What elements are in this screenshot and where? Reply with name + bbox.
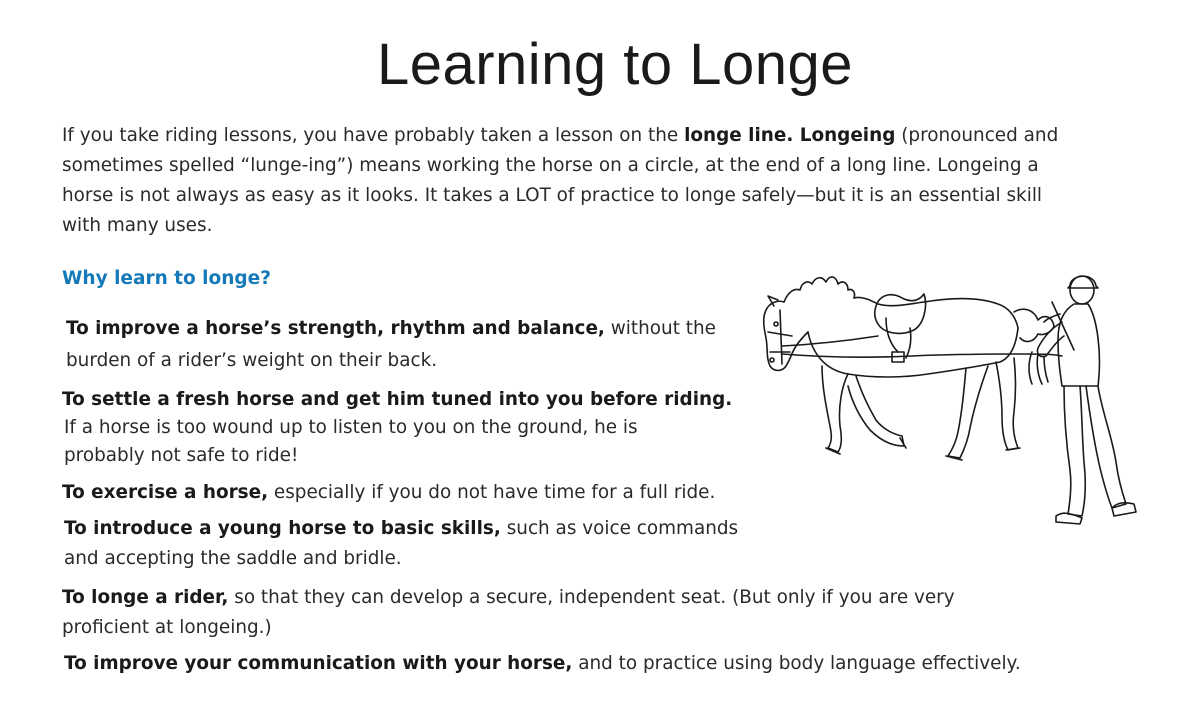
section-heading: Why learn to longe? <box>62 268 271 289</box>
reason-text: so that they can develop a secure, independent seat. (But only if you are very proficient at longeing.) <box>62 587 955 638</box>
horse-longeing-drawing <box>752 266 1150 528</box>
horse-tail <box>1014 309 1054 341</box>
intro-text-start: If you take riding lessons, you have probably taken a lesson on the <box>62 125 685 146</box>
handler-leg <box>1064 386 1085 516</box>
reason-item <box>64 514 744 574</box>
page-title: Learning to Longe <box>376 32 854 97</box>
reason-bold: To settle a fresh horse and get him tuned into you before riding. <box>62 389 733 410</box>
reason-bold: To improve a horse’s strength, rhythm and balance, <box>66 318 605 339</box>
intro-paragraph <box>62 121 1072 241</box>
intro-text-end: (pronounced and sometimes spelled “lunge-ing”) means working the horse on a circle, at the end of a long line. Longeing a horse is not always as easy as it looks. It takes a LOT of practice to longe safely—but it is an essential skill with many uses. <box>62 125 1059 236</box>
horse-longeing-illustration-icon <box>752 266 1150 528</box>
reason-bold: To introduce a young horse to basic skills, <box>64 518 501 539</box>
reason-text: especially if you do not have time for a full ride. <box>268 482 716 503</box>
side-rein <box>782 336 878 346</box>
horse-back-leg-2 <box>996 358 1018 450</box>
horse-nostril <box>770 358 774 362</box>
horse-front-leg <box>822 366 848 452</box>
reason-item <box>62 386 742 470</box>
reason-text: such as voice commands and accepting the saddle and bridle. <box>64 518 739 569</box>
horse-eye <box>774 322 778 326</box>
saddle <box>875 294 926 333</box>
handler-boots <box>1056 503 1136 524</box>
horse-back-leg <box>948 366 988 458</box>
reason-text: If a horse is too wound up to listen to you on the ground, he is probably not safe to ride! <box>64 417 638 466</box>
reason-bold: To exercise a horse, <box>62 482 269 503</box>
reason-item <box>64 649 1064 679</box>
horse-front-leg-2 <box>848 376 904 446</box>
reason-item <box>66 313 726 377</box>
handler-leg-2 <box>1086 386 1126 508</box>
horse-hooves <box>826 438 1020 460</box>
handler-arm <box>1037 322 1064 357</box>
horse-mane <box>784 277 855 302</box>
handler-torso <box>1058 304 1100 386</box>
bridle <box>768 310 792 364</box>
handler-head <box>1070 276 1094 304</box>
reason-item <box>62 583 1002 643</box>
reason-bold: To improve your communication with your horse, <box>64 653 573 674</box>
reason-bold: To longe a rider, <box>62 587 229 608</box>
reason-text: without the burden of a rider’s weight on their back. <box>66 318 716 371</box>
reason-text: and to practice using body language effectively. <box>572 653 1021 674</box>
intro-bold-term: longe line. Longeing <box>684 125 896 146</box>
reason-item <box>62 478 742 508</box>
longe-line <box>782 354 1062 357</box>
